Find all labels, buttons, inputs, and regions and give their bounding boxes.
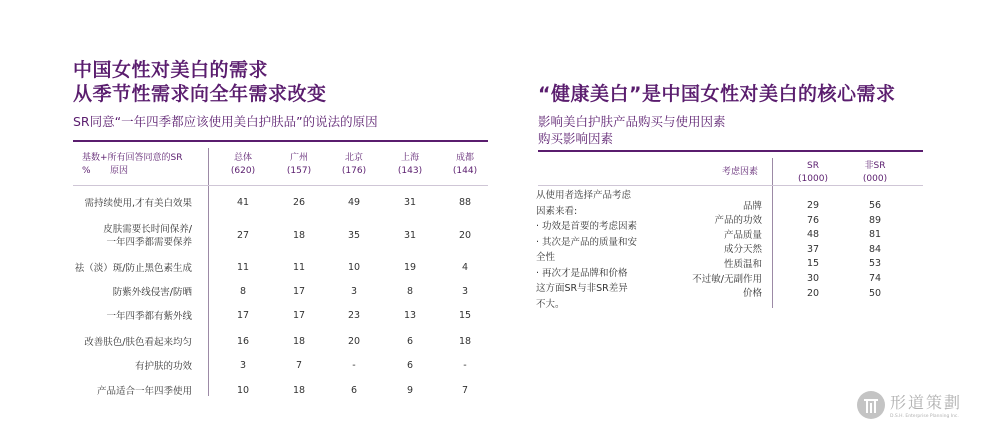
left-row-label-line: 一年四季都有紫外线 [106, 310, 192, 322]
left-cell: 17 [236, 310, 250, 321]
right-col-name: SR [807, 161, 819, 171]
right-subtitle-2: 购买影响因素 [538, 131, 614, 146]
right-cell: 30 [806, 273, 820, 284]
left-cell: 17 [292, 310, 306, 321]
left-title-line1: 中国女性对美白的需求 [73, 59, 269, 81]
left-cell: 31 [403, 197, 417, 208]
left-header-pct: % [82, 166, 91, 176]
left-cell: 8 [406, 286, 414, 297]
left-row-label-line: 有护肤的功效 [134, 360, 192, 372]
left-row-label [42, 360, 192, 373]
right-note-line: 因素来看: [536, 205, 578, 217]
left-cell: 27 [236, 230, 250, 241]
left-cell: - [352, 360, 356, 371]
right-col-n: (000) [862, 174, 888, 184]
left-row-label-line: 防紫外线侵害/防晒 [112, 286, 192, 298]
left-cell: 11 [292, 262, 306, 273]
left-cell: 3 [350, 286, 358, 297]
left-cell: 11 [236, 262, 250, 273]
left-cell: 18 [292, 385, 306, 396]
right-note-line: · 功效是首要的考虑因素 [536, 221, 638, 232]
left-row-label [42, 223, 192, 249]
left-cell: 26 [292, 197, 306, 208]
right-row-label: 产品质量 [723, 229, 762, 241]
right-cell: 74 [868, 273, 882, 284]
left-col-name: 总体 [233, 153, 252, 163]
left-col-n: (620) [230, 166, 256, 176]
left-cell: 13 [403, 310, 417, 321]
left-title-line2: 从季节性需求向全年需求改变 [73, 83, 327, 105]
right-row-label: 不过敏/无副作用 [692, 273, 762, 285]
left-cell: 18 [292, 336, 306, 347]
left-cell: 35 [347, 230, 361, 241]
left-cell: 20 [347, 336, 361, 347]
left-cell: 18 [292, 230, 306, 241]
left-cell: 6 [406, 360, 414, 371]
right-row-label: 性质温和 [723, 258, 762, 270]
right-table-divider [772, 158, 773, 308]
left-row-label [42, 286, 192, 299]
right-col-n: (1000) [798, 174, 828, 184]
right-cell: 15 [806, 258, 820, 270]
left-cell: 16 [236, 336, 250, 347]
right-note-line: · 再次才是品牌和价格 [536, 267, 628, 279]
right-note-line: 不大。 [536, 298, 565, 310]
right-row-label: 价格 [742, 288, 762, 300]
left-cell: 6 [350, 385, 358, 396]
right-cell: 56 [868, 200, 882, 211]
left-cell: 10 [347, 262, 361, 273]
logo-name: 形道策劃 [890, 393, 963, 412]
left-row-label-line: 产品适合一年四季使用 [96, 385, 192, 397]
left-row-label-line: 需持续使用,才有美白效果 [84, 197, 192, 209]
left-cell: 3 [239, 360, 247, 371]
logo-icon [856, 390, 886, 420]
left-col-name: 广州 [289, 153, 308, 163]
left-row-label-line: 一年四季都需要保养 [106, 237, 192, 248]
left-cell: 49 [347, 197, 361, 208]
left-row-label [42, 262, 192, 275]
right-header-factor: 考虑因素 [722, 167, 759, 177]
right-cell: 50 [868, 287, 882, 299]
left-cell: 88 [458, 197, 472, 208]
right-cell: 48 [806, 229, 820, 241]
right-header-underline [538, 185, 923, 186]
left-cell: 10 [236, 385, 250, 396]
left-header-underline [73, 185, 488, 186]
right-subtitle-1: 影响美白护肤产品购买与使用因素 [538, 114, 726, 129]
left-cell: 23 [347, 310, 361, 321]
right-row-label: 产品的功效 [714, 215, 762, 227]
left-cell: 7 [461, 385, 469, 396]
left-row-label [42, 385, 192, 398]
left-cell: 17 [292, 286, 306, 297]
right-cell: 89 [868, 214, 882, 226]
left-col-n: (144) [452, 166, 478, 176]
right-cell: 81 [868, 229, 882, 241]
left-cell: 6 [406, 336, 414, 347]
left-col-name: 成都 [455, 153, 474, 163]
right-note [536, 188, 637, 312]
left-cell: 7 [295, 360, 303, 371]
left-col-n: (143) [397, 166, 423, 176]
left-cell: - [463, 360, 467, 371]
right-cell: 29 [806, 200, 820, 211]
left-row-label [42, 310, 192, 323]
left-col-name: 上海 [400, 153, 419, 163]
right-table-top-rule [538, 150, 923, 152]
left-row-label-line: 改善肤色/肤色看起来均匀 [84, 336, 192, 348]
right-cell: 76 [806, 214, 820, 226]
left-cell: 8 [239, 286, 247, 297]
left-row-label-line: 祛（淡）斑/防止黑色素生成 [74, 262, 192, 274]
left-row-label [42, 197, 192, 210]
left-header-base: 基数+所有回答同意的SR [82, 153, 183, 163]
left-cell: 9 [406, 385, 414, 396]
left-row-label [42, 336, 192, 349]
left-cell: 3 [461, 286, 469, 297]
left-cell: 20 [458, 230, 472, 241]
left-cell: 18 [458, 336, 472, 347]
right-cell: 84 [868, 243, 882, 255]
right-row-label: 品牌 [742, 200, 762, 212]
right-note-line: 从使用者选择产品考虑 [536, 190, 632, 201]
right-title: “健康美白”是中国女性对美白的核心需求 [538, 83, 896, 105]
left-cell: 41 [236, 197, 250, 208]
logo-tagline: D.S.H. Enterprise Planning Inc. [890, 414, 959, 419]
right-cell: 37 [806, 243, 820, 255]
right-row-label: 成分天然 [723, 244, 762, 256]
left-cell: 19 [403, 262, 417, 273]
left-table-top-rule [73, 140, 488, 142]
left-cell: 15 [458, 310, 472, 321]
left-cell: 4 [461, 262, 469, 273]
right-note-line: 全性 [536, 252, 556, 263]
right-note-line: · 其次是产品的质量和安 [536, 236, 638, 248]
right-col-name: 非SR [864, 161, 886, 171]
left-subtitle: SR同意“一年四季都应该使用美白护肤品”的说法的原因 [73, 114, 378, 129]
left-col-n: (176) [341, 166, 367, 176]
left-col-name: 北京 [344, 153, 363, 163]
left-col-n: (157) [286, 166, 312, 176]
right-cell: 53 [868, 258, 882, 270]
left-row-label-line: 皮肤需要长时间保养/ [103, 224, 192, 235]
right-note-line: 这方面SR与非SR差异 [536, 283, 628, 294]
right-cell: 20 [806, 287, 820, 299]
left-cell: 31 [403, 230, 417, 241]
left-header-reason: 原因 [110, 166, 129, 176]
